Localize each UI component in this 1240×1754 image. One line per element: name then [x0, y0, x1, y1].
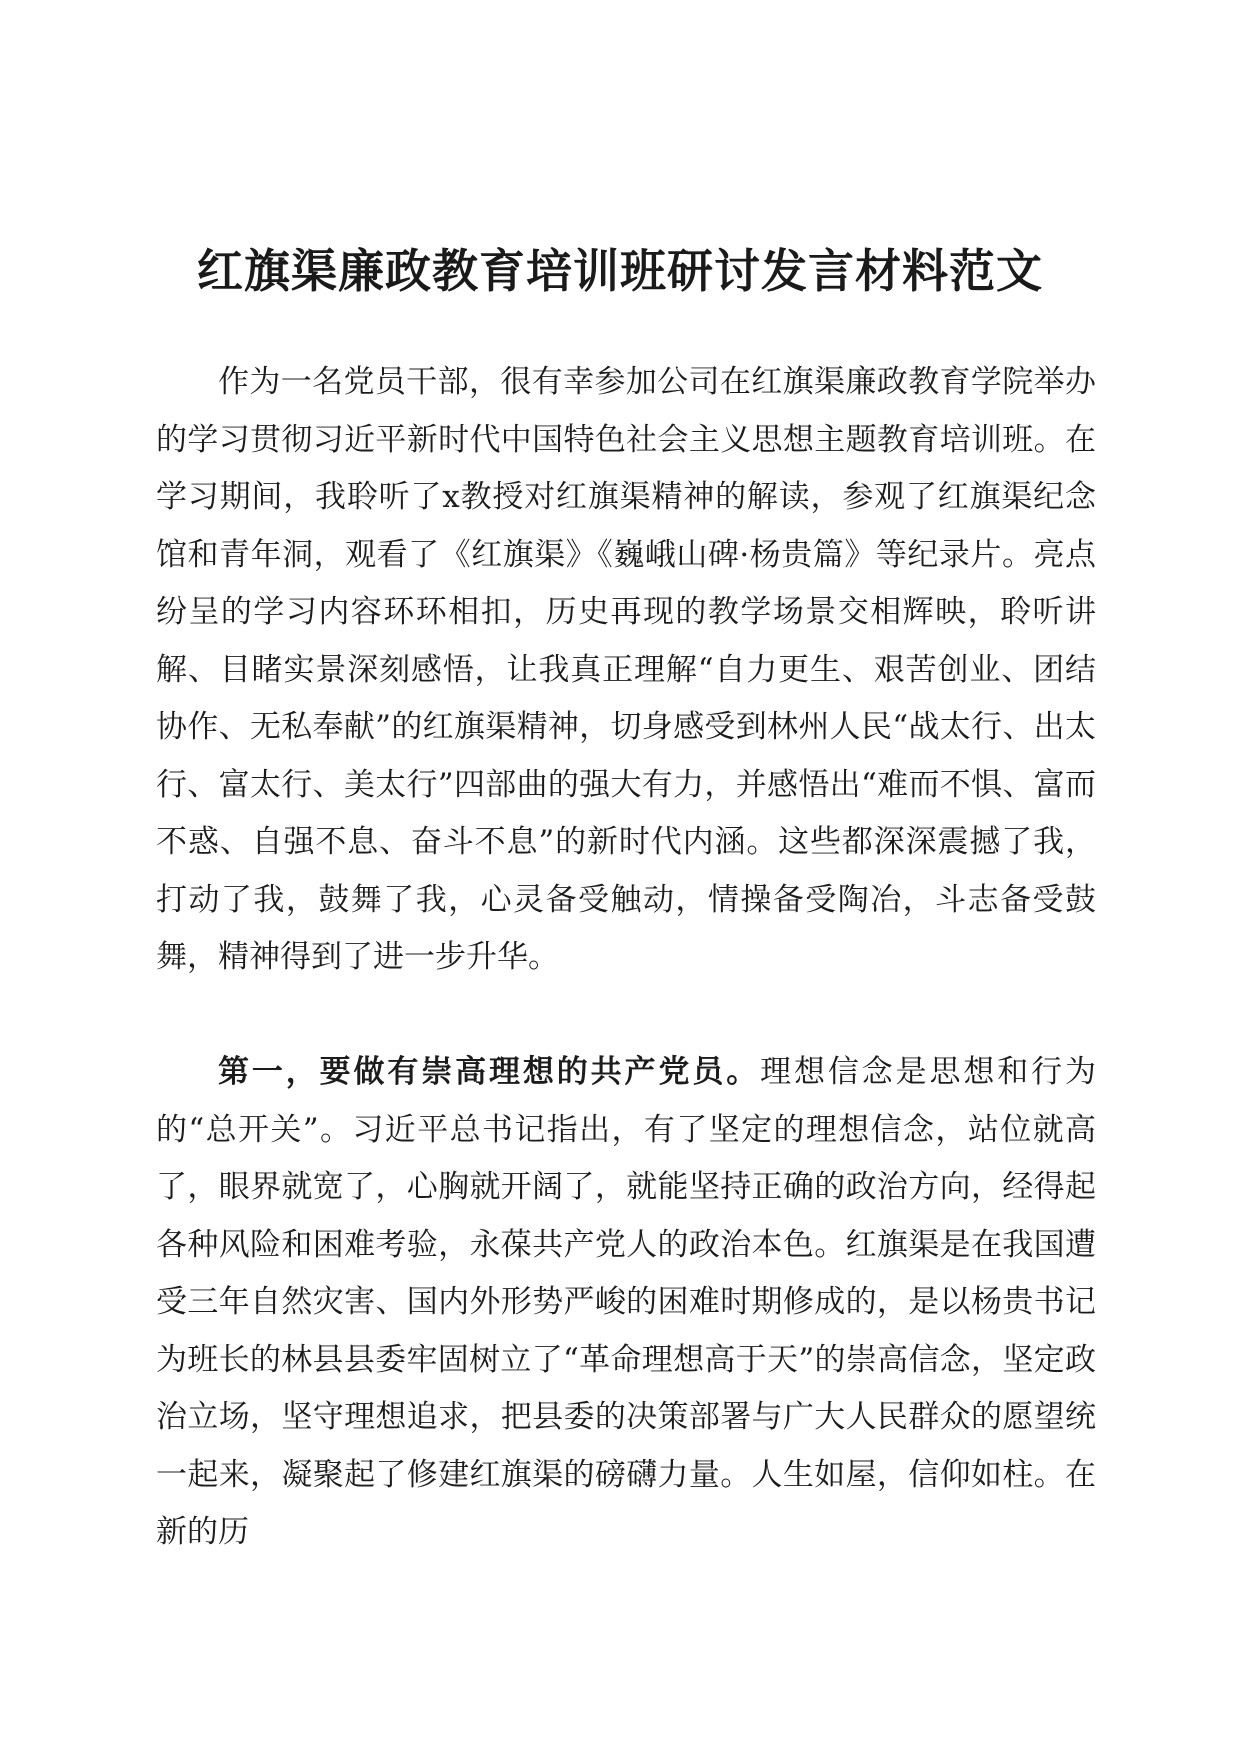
paragraph-point-one-text: 理想信念是思想和行为的“总开关”。习近平总书记指出，有了坚定的理想信念，站位就高了，眼界就宽了，心胸就开阔了，就能坚持正确的政治方向，经得起各种风险和困难考验，永葆共产党人的政治本色。红旗渠是在我国遭受三年自然灾害、国内外形势严峻的困难时期修成的，是以杨贵书记为班长的林县县委牢固树立了“革命理想高于天”的崇高信念，坚定政治立场，坚守理想追求，把县委的决策部署与广大人民群众的愿望统一起来，凝聚起了修建红旗渠的磅礴力量。人生如屋，信仰如柱。在新的历: [156, 1054, 1096, 1550]
paragraph-intro: [156, 354, 1096, 987]
paragraph-point-one: [156, 1044, 1096, 1562]
document-title: 红旗渠廉政教育培训班研讨发言材料范文: [197, 244, 1043, 298]
paragraph-point-one-heading: 第一，要做有崇高理想的共产党员。: [218, 1054, 761, 1090]
paragraph-intro-text: 作为一名党员干部，很有幸参加公司在红旗渠廉政教育学院举办的学习贯彻习近平新时代中国特色社会主义思想主题教育培训班。在学习期间，我聆听了x教授对红旗渠精神的解读，参观了红旗渠纪念馆和青年洞，观看了《红旗渠》《巍峨山碑·杨贵篇》等纪录片。亮点纷呈的学习内容环环相扣，历史再现的教学场景交相辉映，聆听讲解、目睹实景深刻感悟，让我真正理解“自力更生、艰苦创业、团结协作、无私奉献”的红旗渠精神，切身感受到林州人民“战太行、出太行、富太行、美太行”四部曲的强大有力，并感悟出“难而不惧、富而不惑、自强不息、奋斗不息”的新时代内涵。这些都深深震撼了我，打动了我，鼓舞了我，心灵备受触动，情操备受陶冶，斗志备受鼓舞，精神得到了进一步升华。: [156, 364, 1096, 975]
